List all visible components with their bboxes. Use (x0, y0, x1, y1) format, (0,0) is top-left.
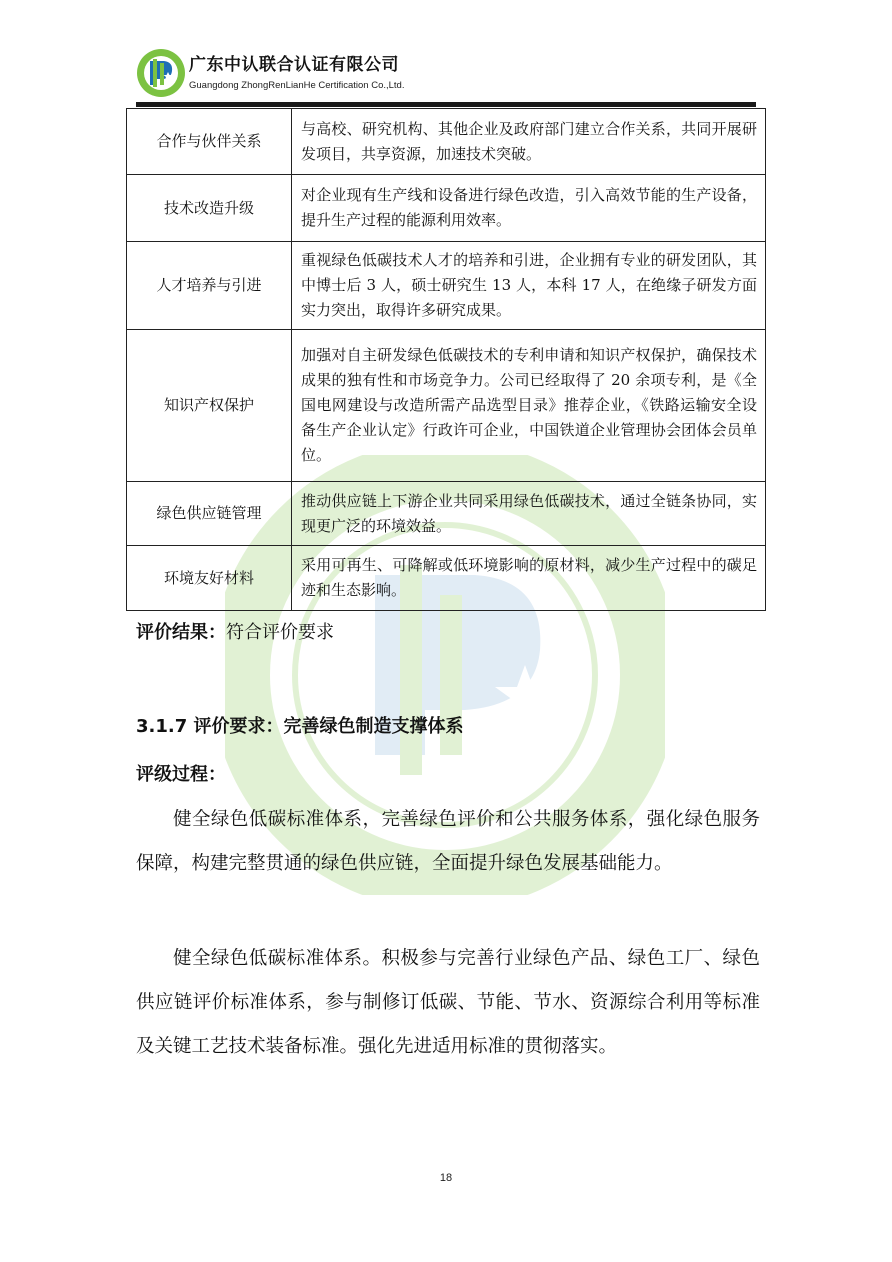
evaluation-result (136, 619, 334, 647)
result-label: 评价结果： (136, 622, 226, 643)
table-row (127, 109, 766, 175)
table-cell-desc: 重视绿色低碳技术人才的培养和引进，企业拥有专业的研发团队，其中博士后 3 人，硕士研究生 13 人，本科 17 人，在绝缘子研发方面实力突出，取得许多研究成果。 (292, 242, 766, 330)
section-number: 3.1.7 (136, 716, 188, 737)
table-cell-item: 技术改造升级 (127, 175, 292, 242)
process-label: 评级过程： (136, 764, 226, 785)
table-cell-desc: 与高校、研究机构、其他企业及政府部门建立合作关系，共同开展研发项目，共享资源，加速技术突破。 (292, 109, 766, 175)
table-cell-item: 环境友好材料 (127, 546, 292, 611)
table-cell-item: 人才培养与引进 (127, 242, 292, 330)
table-row (127, 482, 766, 546)
table-row (127, 175, 766, 242)
table-row (127, 242, 766, 330)
evaluation-table (126, 108, 766, 611)
table-cell-item: 知识产权保护 (127, 330, 292, 482)
table-cell-desc: 采用可再生、可降解或低环境影响的原材料，减少生产过程中的碳足迹和生态影响。 (292, 546, 766, 611)
header-divider (136, 102, 756, 107)
table-cell-item: 绿色供应链管理 (127, 482, 292, 546)
body-paragraph-2: 健全绿色低碳标准体系。积极参与完善行业绿色产品、绿色工厂、绿色供应链评价标准体系，参与制修订低碳、节能、节水、资源综合利用等标准及关键工艺技术装备标准。强化先进适用标准的贯彻落实。 (136, 948, 760, 1057)
result-value: 符合评价要求 (226, 622, 334, 643)
table-row (127, 330, 766, 482)
company-logo-icon (136, 48, 186, 98)
table-cell-desc: 对企业现有生产线和设备进行绿色改造，引入高效节能的生产设备，提升生产过程的能源利用效率。 (292, 175, 766, 242)
section-title: 评价要求：完善绿色制造支撑体系 (193, 716, 464, 737)
company-name-cn: 广东中认联合认证有限公司 (189, 55, 399, 75)
table-cell-desc: 推动供应链上下游企业共同采用绿色低碳技术，通过全链条协同，实现更广泛的环境效益。 (292, 482, 766, 546)
section-heading (136, 713, 464, 741)
page-number: 18 (439, 1172, 453, 1184)
table-row (127, 546, 766, 611)
table-cell-item: 合作与伙伴关系 (127, 109, 292, 175)
company-name-en: Guangdong ZhongRenLianHe Certification Co.,Ltd. (189, 80, 405, 91)
table-cell-desc: 加强对自主研发绿色低碳技术的专利申请和知识产权保护，确保技术成果的独有性和市场竞争力。公司已经取得了 20 余项专利，是《全国电网建设与改造所需产品选型目录》推荐企业，《铁路运输安全设备生产企业认定》行政许可企业，中国铁道企业管理协会团体会员单位。 (292, 330, 766, 482)
body-paragraph-1: 健全绿色低碳标准体系，完善绿色评价和公共服务体系，强化绿色服务保障，构建完整贯通的绿色供应链，全面提升绿色发展基础能力。 (136, 809, 760, 874)
page-header (136, 46, 756, 106)
